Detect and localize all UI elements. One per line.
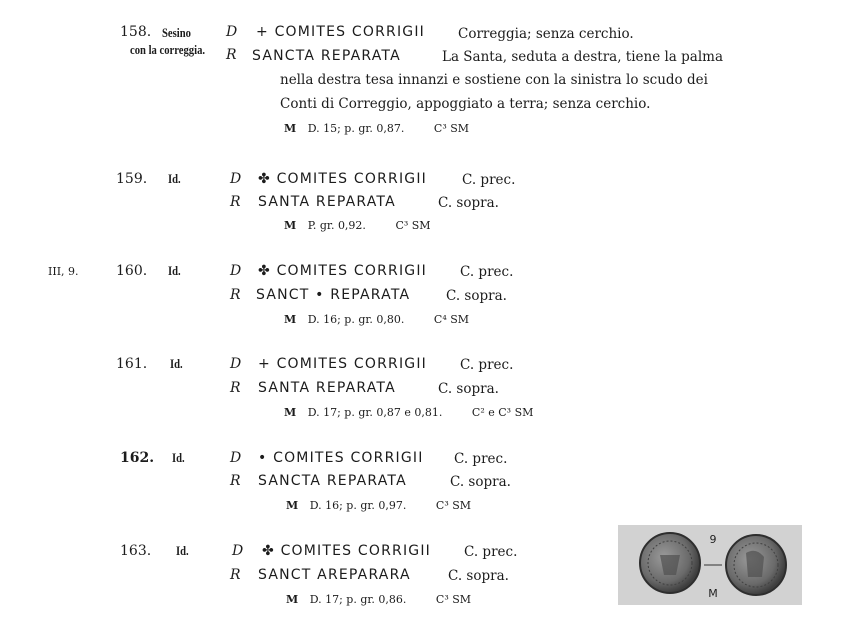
reverse-desc: La Santa, seduta a destra, tiene la palma (442, 49, 724, 65)
obverse-note: C. prec. (454, 451, 508, 467)
coin-details (284, 122, 469, 135)
reverse-legend: SANCT • REPARATA (256, 287, 411, 303)
reverse-mark: R (226, 47, 237, 63)
metal: M (284, 406, 297, 419)
weight-diameter: D. 15; p. gr. 0,87. (307, 122, 405, 135)
plate-metal-label: M (708, 587, 718, 600)
reverse-note: C. sopra. (446, 288, 507, 304)
coin-details (286, 499, 471, 512)
reverse-mark: R (230, 380, 241, 396)
obverse-mark: D (230, 450, 242, 466)
coin-name: Id. (170, 357, 183, 371)
reverse-legend: SANTA REPARATA (258, 194, 396, 210)
rarity: C³ SM (435, 499, 472, 512)
entry-number: 161. (116, 356, 148, 372)
metal: M (286, 593, 299, 606)
reverse-legend: SANCT AREPARARA (258, 567, 411, 583)
reverse-note: C. sopra. (438, 381, 499, 397)
obverse-note: Correggia; senza cerchio. (458, 26, 634, 42)
reverse-note: C. sopra. (438, 195, 499, 211)
obverse-mark: D (230, 171, 242, 187)
entry-number: 162. (120, 450, 155, 466)
obverse-legend: + COMITES CORRIGII (256, 24, 426, 40)
rarity: C³ SM (395, 219, 431, 232)
entry-number: 160. (116, 263, 148, 279)
reverse-mark: R (230, 567, 241, 583)
obverse-legend: ✤ COMITES CORRIGII (258, 171, 428, 187)
metal: M (284, 313, 297, 326)
coin-details (286, 593, 471, 606)
coin-name: Sesino (162, 26, 191, 40)
entry-number: 163. (120, 543, 152, 559)
obverse-mark: D (230, 263, 242, 279)
reverse-legend: SANCTA REPARATA (252, 48, 401, 64)
coin-name: Id. (168, 264, 181, 278)
metal: M (286, 499, 299, 512)
entry-number: 159. (116, 171, 148, 187)
obverse-legend: ✤ COMITES CORRIGII (262, 543, 432, 559)
rarity: C³ SM (435, 593, 472, 606)
obverse-note: C. prec. (464, 544, 518, 560)
coin-name: Id. (172, 451, 185, 465)
metal: M (284, 219, 297, 232)
weight-diameter: D. 17; p. gr. 0,87 e 0,81. (307, 406, 443, 419)
reverse-mark: R (230, 287, 241, 303)
reverse-mark: R (230, 194, 241, 210)
rarity: C³ SM (433, 122, 470, 135)
obverse-mark: D (226, 24, 238, 40)
obverse-mark: D (230, 356, 242, 372)
obverse-legend: • COMITES CORRIGII (258, 450, 424, 466)
coin-plate-image (618, 525, 802, 605)
reverse-desc: nella destra tesa innanzi e sostiene con la sinistra lo scudo dei (280, 72, 708, 88)
coin-details (284, 219, 431, 232)
reverse-desc: Conti di Correggio, appoggiato a terra; senza cerchio. (280, 96, 651, 112)
coin-name: Id. (168, 172, 181, 186)
obverse-mark: D (232, 543, 244, 559)
obverse-legend: + COMITES CORRIGII (258, 356, 428, 372)
coin-details (284, 406, 533, 419)
obverse-note: C. prec. (462, 172, 516, 188)
entry-number: 158. (120, 24, 152, 40)
coin-illustration (618, 525, 802, 605)
weight-diameter: D. 17; p. gr. 0,86. (309, 593, 407, 606)
weight-diameter: P. gr. 0,92. (307, 219, 366, 232)
plate-reference: III, 9. (48, 265, 79, 278)
reverse-mark: R (230, 473, 241, 489)
reverse-note: C. sopra. (448, 568, 509, 584)
plate-number-label: 9 (709, 533, 717, 546)
metal: M (284, 122, 297, 135)
obverse-legend: ✤ COMITES CORRIGII (258, 263, 428, 279)
rarity: C² e C³ SM (471, 406, 534, 419)
coin-name: Id. (176, 544, 189, 558)
reverse-note: C. sopra. (450, 474, 511, 490)
weight-diameter: D. 16; p. gr. 0,80. (307, 313, 405, 326)
weight-diameter: D. 16; p. gr. 0,97. (309, 499, 407, 512)
coin-name-cont: con la correggia. (130, 43, 206, 57)
coin-details (284, 313, 469, 326)
rarity: C⁴ SM (433, 313, 470, 326)
obverse-note: C. prec. (460, 264, 514, 280)
reverse-legend: SANTA REPARATA (258, 380, 396, 396)
obverse-note: C. prec. (460, 357, 514, 373)
reverse-legend: SANCTA REPARATA (258, 473, 407, 489)
